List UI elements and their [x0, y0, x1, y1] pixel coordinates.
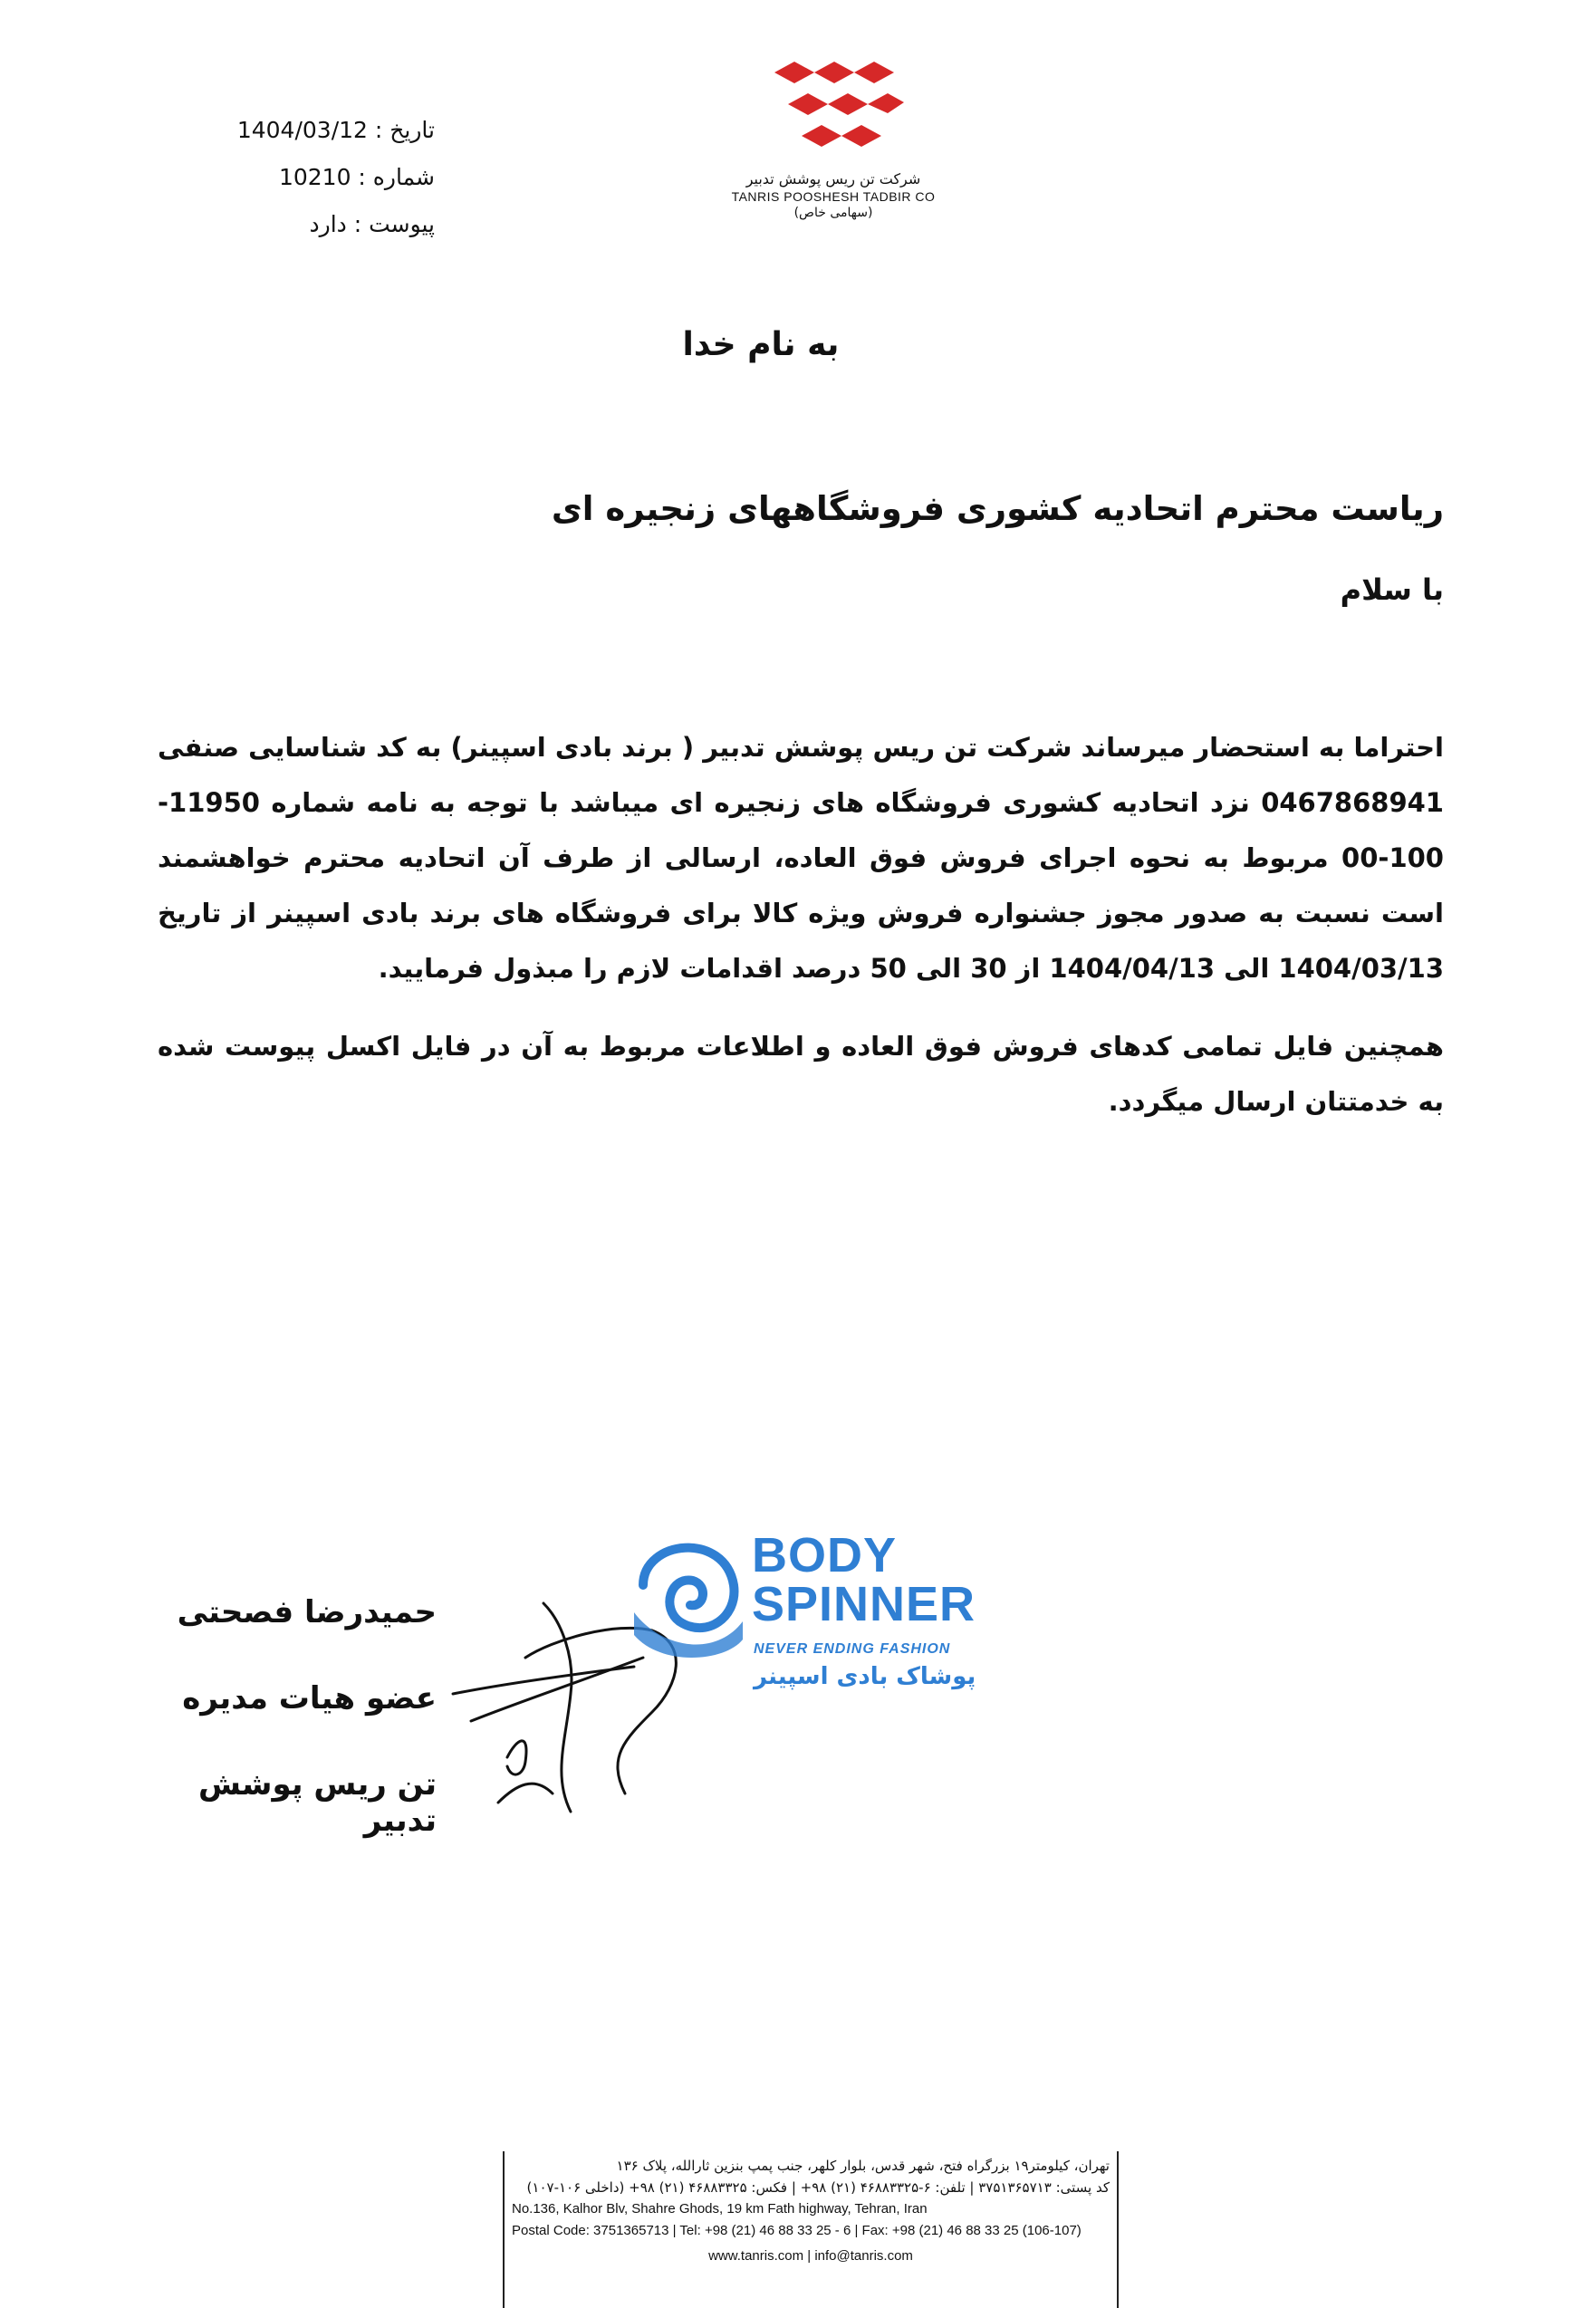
stamp-tagline: NEVER ENDING FASHION: [754, 1641, 951, 1657]
signatory-name: حمیدرضا فصحتی: [177, 1594, 437, 1630]
footer-address-en: No.136, Kalhor Blv, Shahre Ghods, 19 km Fath highway, Tehran, Iran: [512, 2201, 928, 2217]
body-paragraph-2: همچنین فایل تمامی کدهای فروش فوق العاده و اطلاعات مربوط به آن در فایل اکسل پیوست شده به خدمتتان ارسال میگردد.: [158, 1031, 1444, 1117]
greeting: با سلام: [1340, 572, 1444, 607]
signatory-title: عضو هیات مدیره: [182, 1680, 437, 1717]
company-name-en: TANRIS POOSHESH TADBIR CO: [731, 189, 936, 204]
footer-contact-fa: کد پستی: ۳۷۵۱۳۶۵۷۱۳ | تلفن: ۶-۴۶۸۸۳۳۲۵ (۲۱) ۹۸+ | فکس: ۴۶۸۸۳۳۲۵ (۲۱) ۹۸+ (داخلی ۱۰۶-۱۰۷): [526, 2179, 1110, 2196]
footer-contact-en: Postal Code: 3751365713 | Tel: +98 (21) 46 88 33 25 - 6 | Fax: +98 (21) 46 88 33 25 (106-107): [512, 2223, 1082, 2238]
bismillah: به نام خدا: [682, 326, 840, 363]
stamp-brand-line1: BODY: [752, 1528, 898, 1582]
book-stack-logo-icon: [756, 54, 910, 163]
stamp-brand-fa: پوشاک بادی اسپینر: [754, 1663, 976, 1690]
company-name-fa: شرکت تن ریس پوشش تدبیر: [745, 170, 921, 188]
footer-web: www.tanris.com | info@tanris.com: [708, 2248, 913, 2264]
footer-address-fa: تهران، کیلومتر۱۹ بزرگراه فتح، شهر قدس، بلوار کلهر، جنب پمپ بنزین ثارالله، پلاک ۱۳۶: [616, 2158, 1110, 2174]
wave-emblem-icon: [625, 1522, 752, 1667]
signatory-company: تن ریس پوشش تدبیر: [197, 1766, 437, 1839]
letter-meta: [163, 107, 435, 248]
company-logo: [688, 54, 978, 220]
letter-date: تاریخ : 1404/03/12: [236, 117, 435, 143]
company-type: (سهامی خاص): [793, 206, 873, 220]
body-paragraph-1: احتراما به استحضار میرساند شرکت تن ریس پوشش تدبیر ( برند بادی اسپینر) به کد شناسایی صنفی 0467868941 نزد اتحادیه کشوری فروشگاه های زنجیره ای میباشد با توجه به نامه شماره 11950-100-00 مربوط به نحوه اجرای فروش فوق العاده، ارسالی از طرف آن اتحادیه محترم خواهشمند است نسبت به صدور مجوز جشنواره فروش ویژه کالا برای فروشگاه های برند بادی اسپینر از تاریخ 1404/03/13 الی 1404/04/13 از 30 الی 50 درصد اقدامات لازم را مبذول فرمایید.: [158, 732, 1444, 984]
letter-attachment: پیوست : دارد: [309, 211, 435, 237]
letter-footer: [503, 2151, 1119, 2308]
recipient: ریاست محترم اتحادیه کشوری فروشگاههای زنجیره ای: [551, 489, 1444, 528]
stamp-brand: [752, 1528, 976, 1631]
company-stamp: [625, 1504, 1005, 1703]
letter-number: شماره : 10210: [278, 164, 435, 190]
stamp-brand-line2: SPINNER: [752, 1577, 976, 1631]
